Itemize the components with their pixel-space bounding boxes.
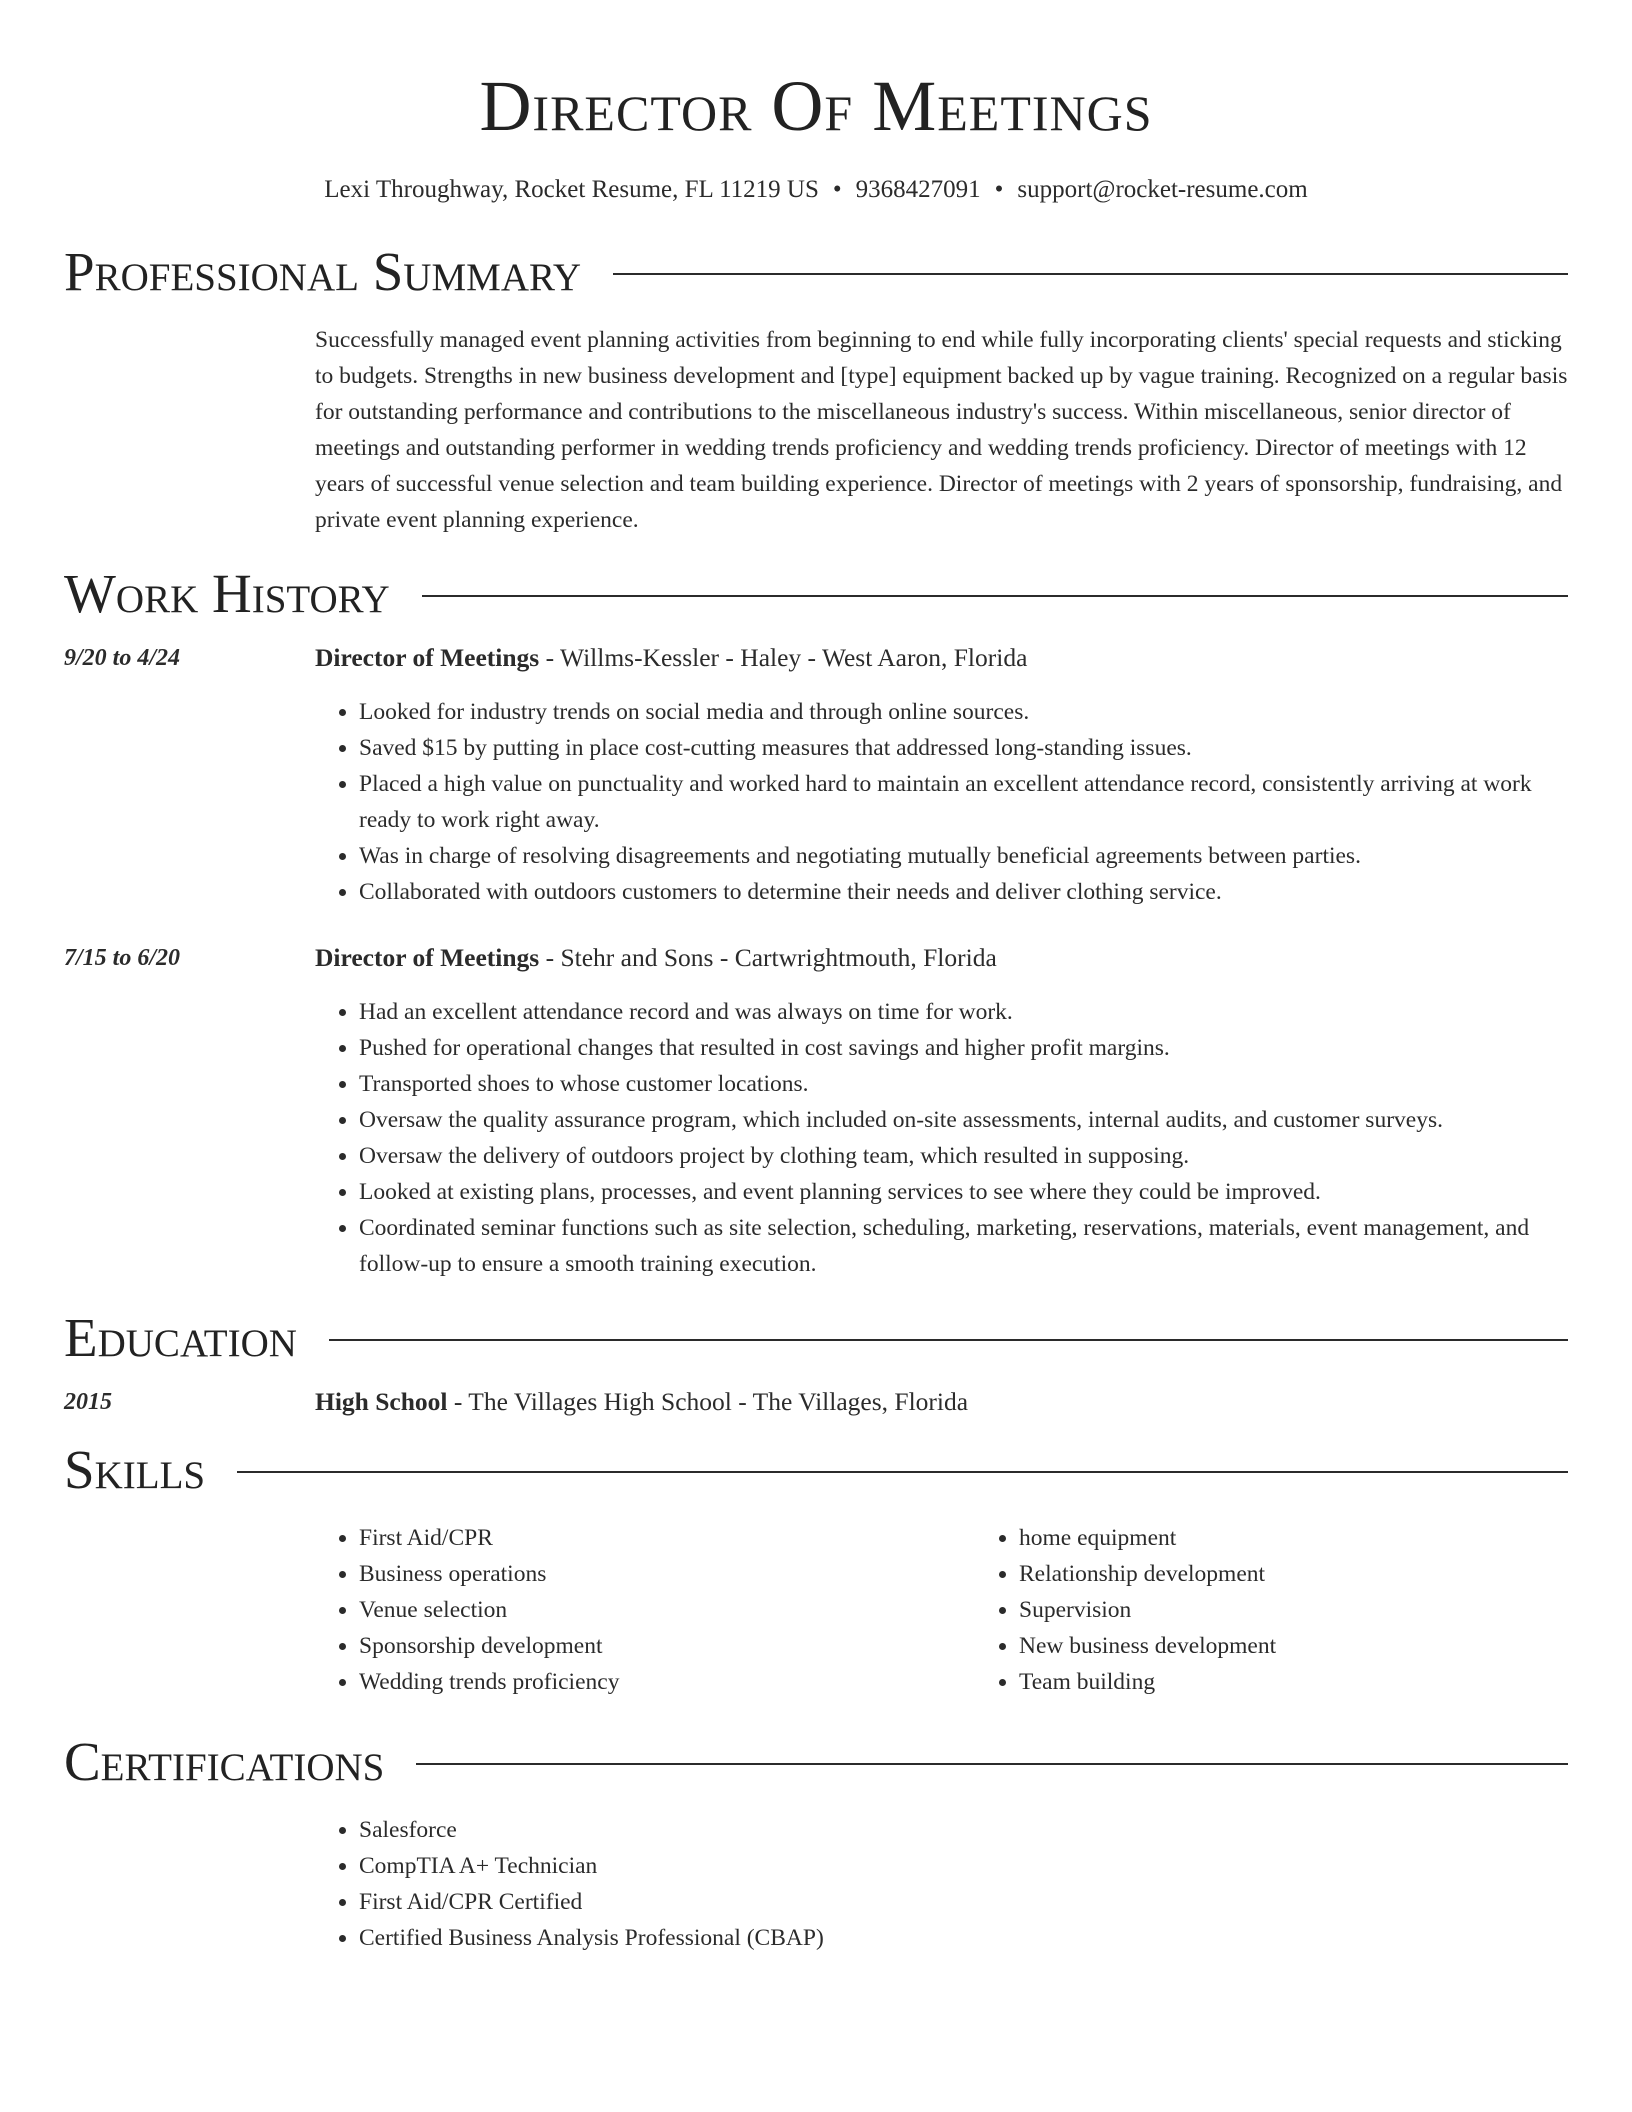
job-title-line [315, 940, 997, 976]
job-employer: - Willms-Kessler - Haley - West Aaron, Florida [539, 643, 1028, 672]
contact-email: support@rocket-resume.com [1017, 176, 1308, 203]
certifications-list [315, 1812, 1568, 1956]
job-entry [64, 640, 1568, 910]
list-item: • Salesforce [359, 1812, 1568, 1848]
list-item: • Wedding trends proficiency [359, 1664, 975, 1700]
education-school: - The Villages High School - The Villages, Florida [447, 1387, 969, 1416]
education-title-line [315, 1384, 968, 1420]
list-item: • First Aid/CPR [359, 1520, 975, 1556]
skills-column-left [315, 1520, 975, 1700]
job-title: Director of Meetings [315, 943, 540, 972]
list-item: • Placed a high value on punctuality and worked hard to maintain an excellent attendance record, consistently arriving at work ready to work right away. [359, 766, 1568, 838]
contact-separator: • [832, 176, 842, 203]
list-item: • CompTIA A+ Technician [359, 1848, 1568, 1884]
list-item: • home equipment [1019, 1520, 1632, 1556]
job-bullets [315, 694, 1568, 910]
list-item: • Collaborated with outdoors customers to determine their needs and deliver clothing service. [359, 874, 1568, 910]
summary-section-header [64, 240, 1568, 304]
skills-list [315, 1520, 1568, 1700]
certifications-section-header [64, 1730, 1568, 1794]
work-section-header [64, 562, 1568, 626]
job-dates: 7/15 to 6/20 [64, 945, 181, 971]
work-heading: Work History [64, 563, 390, 624]
list-item: • Sponsorship development [359, 1628, 975, 1664]
section-divider [422, 595, 1568, 597]
education-section-header [64, 1306, 1568, 1370]
job-title: Director of Meetings [315, 643, 540, 672]
list-item: • Relationship development [1019, 1556, 1632, 1592]
list-item: • Was in charge of resolving disagreements and negotiating mutually beneficial agreements between parties. [359, 838, 1568, 874]
section-divider [237, 1471, 1568, 1473]
list-item: • Had an excellent attendance record and was always on time for work. [359, 994, 1568, 1030]
education-entry [64, 1384, 1568, 1420]
contact-line [64, 174, 1568, 206]
contact-phone: 9368427091 [855, 176, 981, 203]
list-item: • New business development [1019, 1628, 1632, 1664]
list-item: • Pushed for operational changes that resulted in cost savings and higher profit margins. [359, 1030, 1568, 1066]
list-item: • Looked for industry trends on social media and through online sources. [359, 694, 1568, 730]
resume-title: Director Of Meetings [479, 66, 1153, 146]
contact-address: Lexi Throughway, Rocket Resume, FL 11219 US [324, 176, 819, 203]
list-item: • Supervision [1019, 1592, 1632, 1628]
summary-text: Successfully managed event planning activities from beginning to end while fully incorporating clients' special requests and sticking to budgets. Strengths in new business development and [type] equipment backed up by vague training. Recognized on a regular basis for outstanding performance and contributions to the miscellaneous industry's success. Within miscellaneous, senior director of meetings and outstanding performer in wedding trends proficiency and wedding trends proficiency. Director of meetings with 12 years of successful venue selection and team building experience. Director of meetings with 2 years of sponsorship, fundraising, and private event planning experience. [315, 327, 1568, 533]
skills-heading: Skills [64, 1439, 206, 1500]
skills-section-header [64, 1438, 1568, 1502]
job-bullets [315, 994, 1568, 1282]
contact-separator: • [994, 176, 1004, 203]
job-entry [64, 940, 1568, 1282]
education-heading: Education [64, 1307, 297, 1368]
job-header [64, 640, 1568, 676]
list-item: • Looked at existing plans, processes, and event planning services to see where they could be improved. [359, 1174, 1568, 1210]
job-dates: 9/20 to 4/24 [64, 645, 181, 671]
job-header [64, 940, 1568, 976]
certifications-heading: Certifications [64, 1731, 385, 1792]
education-year: 2015 [64, 1389, 112, 1415]
section-divider [329, 1339, 1568, 1341]
list-item: • Coordinated seminar functions such as site selection, scheduling, marketing, reservations, materials, event management, and follow-up to ensure a smooth training execution. [359, 1210, 1568, 1282]
list-item: • Team building [1019, 1664, 1632, 1700]
job-employer: - Stehr and Sons - Cartwrightmouth, Florida [539, 943, 997, 972]
job-title-line [315, 640, 1027, 676]
list-item: • Saved $15 by putting in place cost-cutting measures that addressed long-standing issues. [359, 730, 1568, 766]
list-item: • First Aid/CPR Certified [359, 1884, 1568, 1920]
summary-heading: Professional Summary [64, 241, 582, 302]
section-divider [613, 273, 1568, 275]
list-item: • Transported shoes to whose customer locations. [359, 1066, 1568, 1102]
section-divider [416, 1763, 1568, 1765]
skills-column-right [975, 1520, 1632, 1700]
list-item: • Venue selection [359, 1592, 975, 1628]
list-item: • Oversaw the delivery of outdoors project by clothing team, which resulted in supposing. [359, 1138, 1568, 1174]
list-item: • Oversaw the quality assurance program, which included on-site assessments, internal audits, and customer surveys. [359, 1102, 1568, 1138]
list-item: • Certified Business Analysis Professional (CBAP) [359, 1920, 1568, 1956]
education-degree: High School [315, 1387, 448, 1416]
list-item: • Business operations [359, 1556, 975, 1592]
